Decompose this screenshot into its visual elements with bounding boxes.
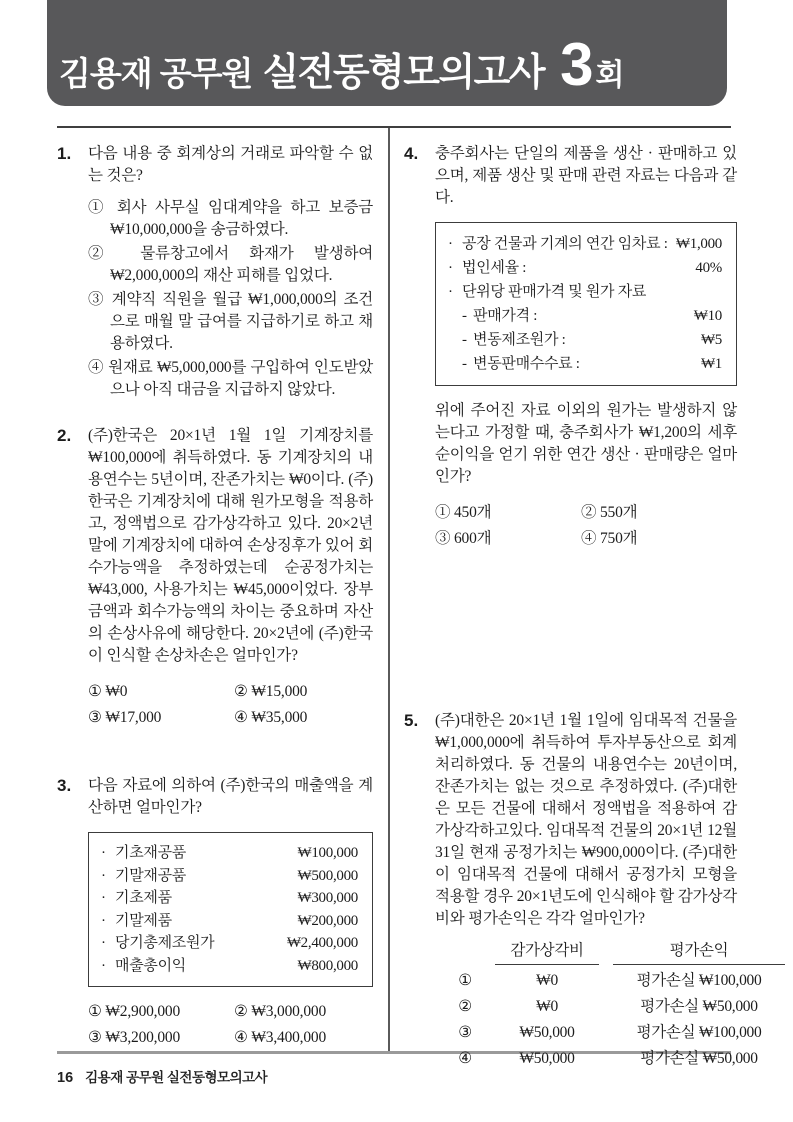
question-3-body [88, 775, 373, 1049]
question-3-choices [88, 1001, 373, 1049]
data-row [448, 232, 722, 256]
question-4-stem: 충주회사는 단일의 제품을 생산 · 판매하고 있으며, 제품 생산 및 판매 관련 자료는 다음과 같다. [435, 145, 737, 206]
data-label: 기초제품 [115, 890, 172, 906]
table-cell-depreciation: ₩0 [536, 972, 558, 989]
header-rule [57, 126, 731, 128]
dash-marker: - [462, 356, 467, 372]
data-value: ₩200,000 [297, 912, 358, 929]
question-2 [57, 425, 373, 729]
question-4-body [435, 143, 737, 550]
data-row [101, 955, 358, 978]
table-header-empty [449, 940, 481, 965]
table-row-marker: ③ [458, 1024, 472, 1041]
table-row-marker: ② [458, 998, 472, 1015]
choice-option: ① 회사 사무실 임대계약을 하고 보증금 ₩10,000,000을 송금하였다. [88, 199, 373, 238]
question-1-choices [88, 197, 373, 401]
data-row [448, 328, 722, 352]
bullet-marker: · [101, 912, 106, 929]
choice-option: ③ 계약직 직원을 월급 ₩1,000,000의 조건으로 매월 말 급여를 지급하기로 하고 채용하였다. [88, 291, 373, 352]
bullet-marker: · [448, 236, 453, 252]
header-bar [47, 0, 727, 106]
data-value: ₩1,000 [675, 236, 722, 252]
question-2-body [88, 425, 373, 729]
question-1-stem: 다음 내용 중 회계상의 거래로 파악할 수 없는 것은? [88, 145, 373, 184]
title-main: 실전동형모의고사 [262, 52, 545, 94]
data-value: ₩2,400,000 [286, 935, 358, 951]
question-4-data-box [435, 222, 737, 386]
data-value: ₩1 [700, 356, 722, 372]
choice-option: ③ 600개 [435, 530, 492, 547]
choice-option: ④ ₩3,400,000 [234, 1029, 327, 1046]
data-value: ₩300,000 [297, 890, 358, 906]
page-number: 16 [57, 1070, 74, 1086]
dash-marker: - [462, 332, 467, 348]
data-label: 판매가격 : [473, 308, 538, 324]
table-header-depreciation: 감가상각비 [495, 940, 599, 965]
page-title [59, 31, 625, 98]
choice-option: ④ ₩35,000 [234, 709, 308, 726]
bullet-marker: · [101, 845, 106, 861]
data-row [101, 865, 358, 888]
data-row [448, 280, 722, 304]
data-label: 매출총이익 [115, 957, 186, 974]
table-cell-valuation: 평가손실 ₩50,000 [640, 1050, 758, 1067]
choice-option: ④ 750개 [581, 530, 638, 547]
choice-option: ② 550개 [581, 504, 638, 521]
dash-marker: - [462, 308, 467, 324]
footer-title: 김용재 공무원 실전동형모의고사 [85, 1070, 268, 1085]
choice-option: ③ ₩17,000 [88, 709, 162, 726]
data-value: ₩5 [700, 332, 722, 348]
question-5-number: 5. [404, 711, 419, 730]
choice-option: ① 450개 [435, 504, 492, 521]
bullet-marker: · [101, 935, 106, 951]
data-row [101, 910, 358, 933]
table-row-marker: ④ [458, 1050, 472, 1067]
question-1-body [88, 143, 373, 403]
question-5 [404, 710, 762, 1072]
data-value: ₩100,000 [297, 845, 358, 861]
question-4-after-text: 위에 주어진 자료 이외의 원가는 발생하지 않는다고 가정할 때, 충주회사가 ₩1,200의 세후순이익을 얻기 위한 연간 생산 · 판매량은 얼마인가? [435, 402, 737, 485]
data-label: 당기총제조원가 [115, 935, 215, 951]
data-value: ₩800,000 [297, 957, 358, 974]
question-4 [404, 143, 737, 550]
choice-option: ④ 원재료 ₩5,000,000를 구입하여 인도받았으나 아직 대금을 지급하지 않았다. [88, 359, 373, 398]
table-cell-valuation: 평가손실 ₩50,000 [640, 998, 758, 1015]
data-row [448, 304, 722, 328]
data-label: 법인세율 : [462, 260, 527, 276]
bullet-marker: · [448, 260, 453, 276]
data-value: 40% [695, 260, 722, 276]
data-row [101, 932, 358, 955]
table-cell-valuation: 평가손실 ₩100,000 [636, 1024, 762, 1041]
data-label: 기초재공품 [115, 845, 186, 861]
choice-option: ② ₩15,000 [234, 683, 308, 700]
round-number: 3 [560, 31, 594, 98]
data-label: 기말재공품 [115, 867, 186, 884]
choice-option: ③ ₩3,200,000 [88, 1029, 181, 1046]
column-divider [388, 128, 390, 1051]
round-suffix: 회 [595, 59, 625, 92]
data-row [101, 842, 358, 865]
question-2-stem: (주)한국은 20×1년 1월 1일 기계장치를 ₩100,000에 취득하였다. 동 기계장치의 내용연수는 5년이며, 잔존가치는 ₩0이다. (주)한국은 기계장치에 대해 원가모형을 적용하고, 정액법으로 감가상각하고 있다. 20×2년 말에 기계장치에 대하여 손상징후가 있어 회수가능액을 추정하였는데 순공정가치는 ₩43,000, 사용가치는 ₩45,000이었다. 장부금액과 회수가능액의 차이는 중요하며 자산의 손상사유에 해당한다. 20×2년에 (주)한국이 인식할 손상차손은 얼마인가? [88, 427, 373, 664]
data-label: 변동제조원가 : [473, 332, 566, 348]
table-header-valuation: 평가손익 [613, 940, 785, 965]
question-3 [57, 775, 373, 1049]
data-row [101, 887, 358, 910]
question-3-stem: 다음 자료에 의하여 (주)한국의 매출액을 계산하면 얼마인가? [88, 777, 373, 816]
table-cell-depreciation: ₩50,000 [519, 1024, 575, 1041]
page-footer [57, 1066, 267, 1086]
choice-option: ① ₩2,900,000 [88, 1003, 181, 1020]
question-3-data-box [88, 832, 373, 987]
question-4-number: 4. [404, 144, 419, 163]
question-5-stem: (주)대한은 20×1년 1월 1일에 임대목적 건물을 ₩1,000,000에 취득하여 투자부동산으로 회계처리하였다. 동 건물의 내용연수는 20년이며, 잔존가치는 없는 것으로 추정하였다. (주)대한은 모든 건물에 대해서 정액법을 적용하여 감가상각하고있다. 임대목적 건물의 20×1년 12월 31일 현재 공정가치는 ₩900,000이다. (주)대한이 임대목적 건물에 대해서 공정가치 모형을 적용할 경우 20×1년도에 인식해야 할 감가상각비와 평가손익은 각각 얼마인가? [435, 712, 737, 927]
table-cell-depreciation: ₩50,000 [519, 1050, 575, 1067]
table-row-marker: ① [458, 972, 472, 989]
data-label: 단위당 판매가격 및 원가 자료 [462, 284, 647, 300]
choice-option: ① ₩0 [88, 683, 128, 700]
bullet-marker: · [448, 284, 453, 300]
choice-option: ② ₩3,000,000 [234, 1003, 327, 1020]
question-1-number: 1. [57, 144, 72, 163]
question-5-body [435, 710, 762, 1072]
data-value: ₩10 [693, 308, 722, 324]
data-row [448, 256, 722, 280]
bullet-marker: · [101, 957, 106, 974]
title-prefix: 김용재 공무원 [59, 55, 253, 92]
question-1 [57, 143, 373, 403]
data-value: ₩500,000 [297, 867, 358, 884]
data-label: 기말제품 [115, 912, 172, 929]
question-2-choices [88, 681, 373, 729]
table-cell-depreciation: ₩0 [536, 998, 558, 1015]
question-2-number: 2. [57, 426, 72, 445]
table-cell-valuation: 평가손실 ₩100,000 [636, 972, 762, 989]
bullet-marker: · [101, 890, 106, 906]
choice-option: ② 물류창고에서 화재가 발생하여 ₩2,000,000의 재산 피해를 입었다. [88, 245, 373, 284]
data-row [448, 352, 722, 376]
bullet-marker: · [101, 867, 106, 884]
question-5-answer-table [449, 940, 762, 1072]
question-4-choices [435, 502, 737, 550]
data-label: 공장 건물과 기계의 연간 임차료 : [462, 236, 668, 252]
data-label: 변동판매수수료 : [473, 356, 580, 372]
question-3-number: 3. [57, 776, 72, 795]
